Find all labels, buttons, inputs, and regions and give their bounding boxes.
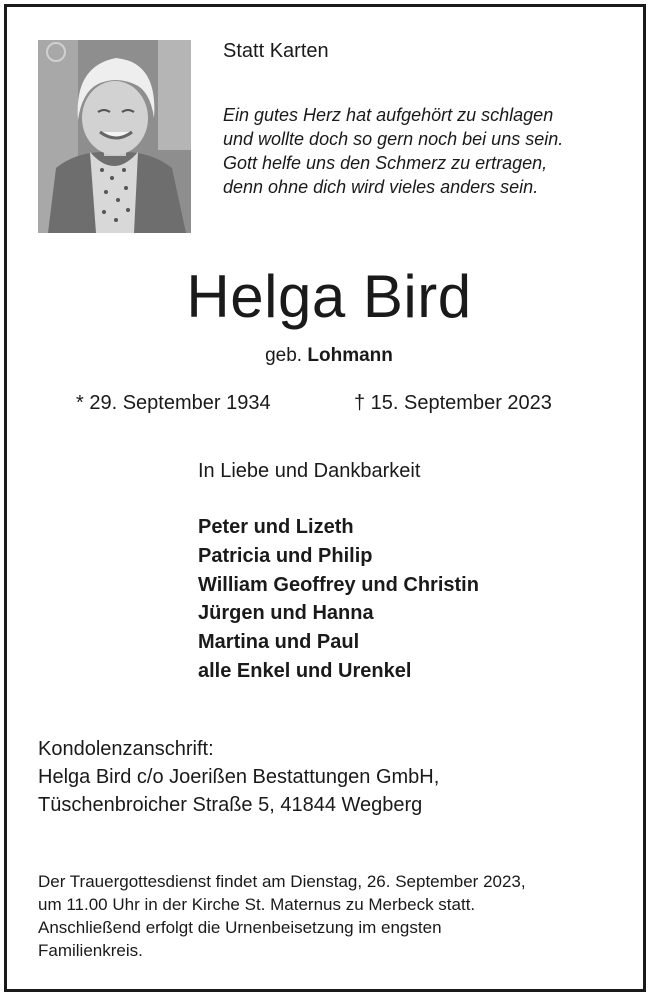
mourner-entry: Martina und Paul [198,631,360,654]
service-notice [38,870,526,962]
service-line: um 11.00 Uhr in der Kirche St. Maternus zu Merbeck statt. [38,895,476,914]
condolence-line: Helga Bird c/o Joerißen Bestattungen GmbH, [38,766,440,788]
condolence-line: Tüschenbroicher Straße 5, 41844 Wegberg [38,794,423,816]
poem-line: denn ohne dich wird vieles anders sein. [223,177,539,197]
mourners-intro: In Liebe und Dankbarkeit [198,460,421,482]
mourner-entry: Patricia und Philip [198,544,373,567]
mourners-list [198,513,479,686]
poem-line: Ein gutes Herz hat aufgehört zu schlagen [223,105,554,125]
mourner-entry: Jürgen und Hanna [198,602,374,625]
mourner-entry: alle Enkel und Urenkel [198,659,412,682]
service-line: Familienkreis. [38,941,143,960]
statt-karten-label: Statt Karten [223,40,329,62]
poem [223,103,563,199]
portrait-illustration [38,40,191,233]
condolence-address [38,735,439,819]
condolence-line: Kondolenzanschrift: [38,738,214,760]
poem-line: Gott helfe uns den Schmerz zu ertragen, [223,153,548,173]
portrait-photo [38,40,191,233]
maiden-name: Lohmann [307,345,393,366]
birth-date: * 29. September 1934 [76,392,271,414]
mourner-entry: Peter und Lizeth [198,516,354,538]
death-date: † 15. September 2023 [354,392,552,414]
born-prefix: geb. [265,345,303,366]
mourner-entry: William Geoffrey und Christin [198,573,479,596]
maiden-name-line [0,345,658,367]
deceased-name: Helga Bird [186,263,472,330]
service-line: Anschließend erfolgt die Urnenbeisetzung im engsten [38,918,442,937]
poem-line: und wollte doch so gern noch bei uns sein. [223,129,564,149]
service-line: Der Trauergottesdienst findet am Dienstag, 26. September 2023, [38,872,526,891]
